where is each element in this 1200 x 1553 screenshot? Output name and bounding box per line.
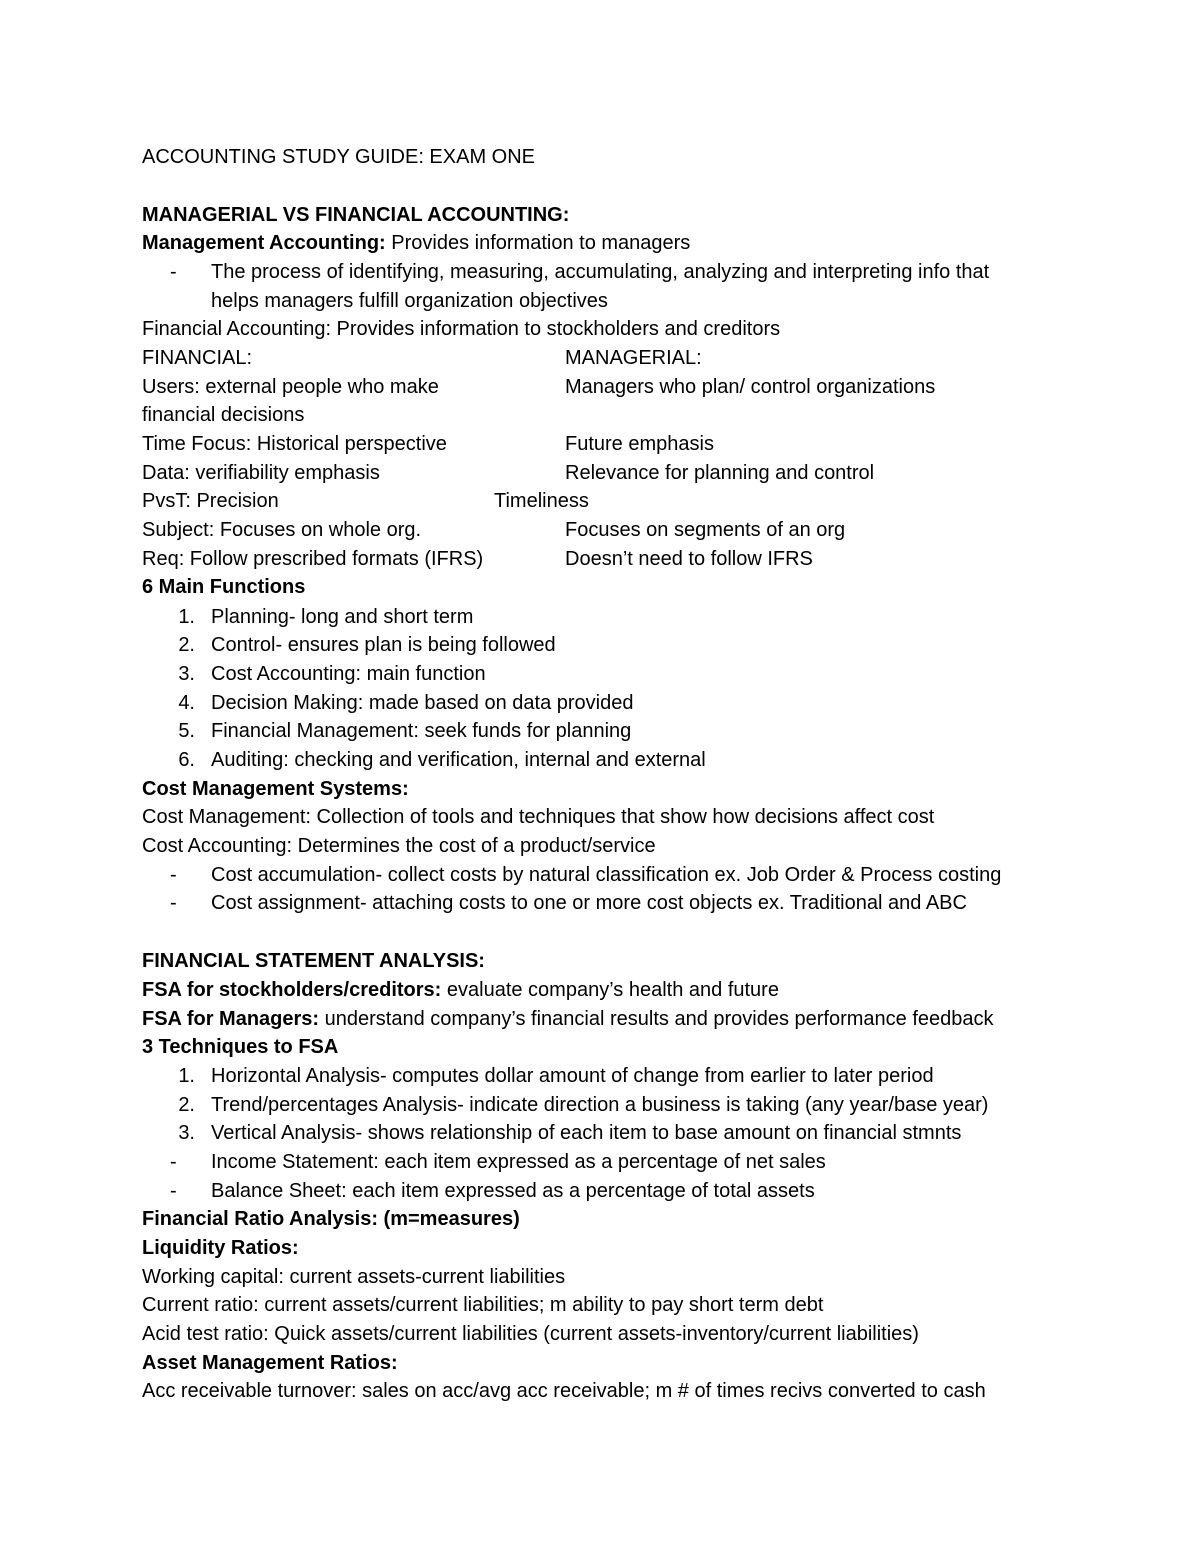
main-functions-heading: 6 Main Functions [142,576,306,598]
bullet-dash: - [170,261,177,283]
section-heading-managerial-vs-financial: MANAGERIAL VS FINANCIAL ACCOUNTING: [142,204,570,226]
current-ratio-line: Current ratio: current assets/current liabilities; m ability to pay short term debt [142,1294,824,1316]
working-capital-line: Working capital: current assets-current liabilities [142,1266,566,1288]
compare-users-financial-2: financial decisions [142,404,305,426]
list-number: 3. [178,1122,195,1144]
fsa-stockholders-text: evaluate company’s health and future [441,979,779,1001]
cost-management-definition: Cost Management: Collection of tools and techniques that show how decisions affect cost [142,806,935,828]
cost-bullet: Cost accumulation- collect costs by natural classification ex. Job Order & Process costing [211,864,1002,886]
fsa-managers-text: understand company’s financial results and provides performance feedback [319,1008,994,1030]
function-item: Cost Accounting: main function [211,663,486,685]
bullet-dash: - [170,892,177,914]
compare-time-financial: Time Focus: Historical perspective [142,433,447,455]
list-number: 4. [178,692,195,714]
technique-item: Trend/percentages Analysis- indicate direction a business is taking (any year/base year) [211,1094,989,1116]
fsa-stockholders-label: FSA for stockholders/creditors: [142,979,442,1001]
compare-header-financial: FINANCIAL: [142,347,253,369]
management-accounting-label: Management Accounting: [142,232,386,254]
compare-data-managerial: Relevance for planning and control [565,462,875,484]
management-accounting-text: Provides information to managers [385,232,691,254]
compare-req-managerial: Doesn’t need to follow IFRS [565,548,813,570]
financial-accounting-definition: Financial Accounting: Provides information to stockholders and creditors [142,318,781,340]
compare-header-managerial: MANAGERIAL: [565,347,702,369]
list-number: 1. [178,1065,195,1087]
list-number: 6. [178,749,195,771]
list-number: 2. [178,634,195,656]
list-number: 1. [178,606,195,628]
technique-bullet: Income Statement: each item expressed as a percentage of net sales [211,1151,826,1173]
bullet-dash: - [170,864,177,886]
cost-accounting-definition: Cost Accounting: Determines the cost of a product/service [142,835,656,857]
compare-users-financial-1: Users: external people who make [142,376,439,398]
compare-users-managerial: Managers who plan/ control organizations [565,376,936,398]
fsa-managers [142,1005,994,1033]
document-title: ACCOUNTING STUDY GUIDE: EXAM ONE [142,146,536,168]
list-number: 3. [178,663,195,685]
function-item: Control- ensures plan is being followed [211,634,556,656]
techniques-heading: 3 Techniques to FSA [142,1036,339,1058]
compare-pvst-financial: PvsT: Precision [142,490,279,512]
technique-item: Vertical Analysis- shows relationship of each item to base amount on financial stmnts [211,1122,962,1144]
management-accounting-definition [142,229,690,257]
bullet-dash: - [170,1180,177,1202]
bullet-dash: - [170,1151,177,1173]
cost-management-systems-heading: Cost Management Systems: [142,778,409,800]
list-number: 5. [178,720,195,742]
compare-subject-financial: Subject: Focuses on whole org. [142,519,422,541]
compare-pvst-managerial: Timeliness [494,490,589,512]
asset-management-heading: Asset Management Ratios: [142,1352,398,1374]
cost-bullet: Cost assignment- attaching costs to one or more cost objects ex. Traditional and ABC [211,892,967,914]
acid-test-line: Acid test ratio: Quick assets/current liabilities (current assets-inventory/current liabilities) [142,1323,919,1345]
function-item: Planning- long and short term [211,606,474,628]
compare-data-financial: Data: verifiability emphasis [142,462,380,484]
compare-subject-managerial: Focuses on segments of an org [565,519,846,541]
section-heading-financial-statement-analysis: FINANCIAL STATEMENT ANALYSIS: [142,950,485,972]
function-item: Auditing: checking and verification, internal and external [211,749,706,771]
management-bullet-line-1: The process of identifying, measuring, accumulating, analyzing and interpreting info that [211,261,990,283]
liquidity-ratios-heading: Liquidity Ratios: [142,1237,299,1259]
ar-turnover-line: Acc receivable turnover: sales on acc/avg acc receivable; m # of times recivs converted to cash [142,1380,986,1402]
compare-time-managerial: Future emphasis [565,433,714,455]
fsa-managers-label: FSA for Managers: [142,1008,320,1030]
fsa-stockholders [142,976,779,1004]
technique-item: Horizontal Analysis- computes dollar amount of change from earlier to later period [211,1065,934,1087]
function-item: Financial Management: seek funds for planning [211,720,632,742]
ratio-analysis-heading: Financial Ratio Analysis: (m=measures) [142,1208,520,1230]
function-item: Decision Making: made based on data provided [211,692,634,714]
technique-bullet: Balance Sheet: each item expressed as a percentage of total assets [211,1180,815,1202]
compare-req-financial: Req: Follow prescribed formats (IFRS) [142,548,484,570]
management-bullet-line-2: helps managers fulfill organization objectives [211,290,608,312]
list-number: 2. [178,1094,195,1116]
